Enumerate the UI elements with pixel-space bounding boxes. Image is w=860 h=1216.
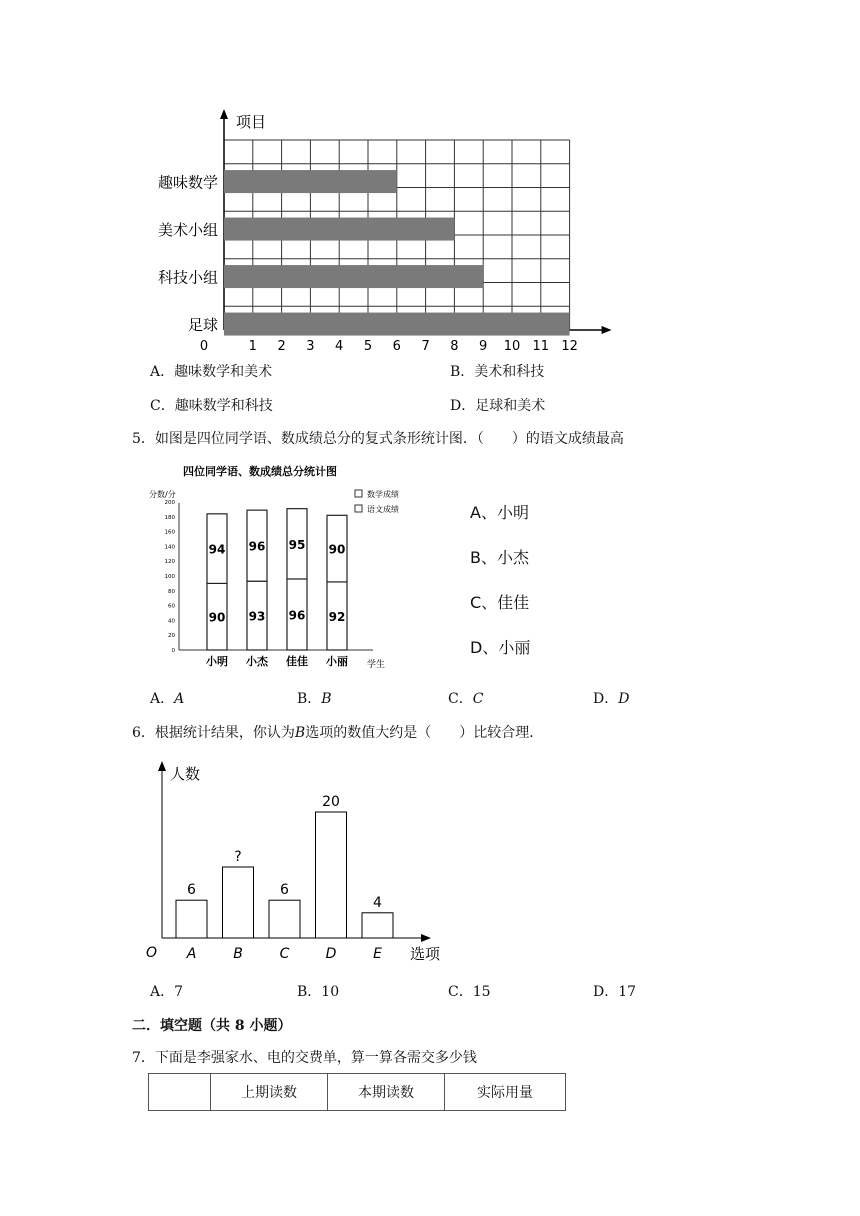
math-value-label: 94 xyxy=(208,542,226,557)
chart2-y-tick-label: 0 xyxy=(171,648,175,654)
bar-value-label: 20 xyxy=(322,794,340,810)
category-label: 科技小组 xyxy=(157,268,218,287)
q5-option-a[interactable]: A．A xyxy=(150,691,185,707)
chart2-x-axis-label: 学生 xyxy=(367,660,386,670)
legend-chinese-swatch xyxy=(355,505,362,512)
chart3-x-tick-label: A xyxy=(186,946,197,962)
category-label: 趣味数学 xyxy=(157,173,218,192)
x-tick-label: 6 xyxy=(392,339,401,354)
q4-option-c[interactable]: C．趣味数学和科技 xyxy=(150,398,273,414)
chart2-y-tick-label: 120 xyxy=(164,559,175,566)
chart2-title: 四位同学语、数成绩总分统计图 xyxy=(183,465,337,478)
question-5-text: 5．如图是四位同学语、数成绩总分的复式条形统计图．（ ）的语文成绩最高 xyxy=(132,431,624,447)
category-label: 美术小组 xyxy=(157,221,218,240)
q5-side-option-c: C、佳佳 xyxy=(470,593,530,612)
chart3-x-tick-label: C xyxy=(279,946,290,962)
legend-math-label: 数学成绩 xyxy=(367,490,399,499)
bar-value-label: 6 xyxy=(280,882,289,899)
q5-side-option-a: A、小明 xyxy=(470,503,529,522)
chart2-x-tick-label: 小明 xyxy=(206,655,228,668)
section-2-heading: 二．填空题（共 8 小题） xyxy=(132,1018,292,1034)
chart2-y-tick-label: 80 xyxy=(168,588,175,595)
option-bar-A xyxy=(176,900,207,938)
option-bar-C xyxy=(269,900,300,938)
option-bar-E xyxy=(362,913,393,938)
bar-value-label: 6 xyxy=(187,882,196,899)
math-value-label: 95 xyxy=(288,537,306,552)
q4-option-b[interactable]: B．美术和科技 xyxy=(450,364,545,380)
legend-math-swatch xyxy=(355,490,362,497)
bar-2 xyxy=(224,218,454,241)
chart3-y-axis-label: 人数 xyxy=(170,765,201,783)
q6-option-c[interactable]: C．15 xyxy=(448,984,491,1000)
math-value-label: 96 xyxy=(248,539,266,554)
x-tick-label: 2 xyxy=(277,339,286,354)
chart3-x-tick-label: E xyxy=(373,946,382,962)
chart3-x-tick-label: D xyxy=(325,946,337,962)
table-row xyxy=(149,1074,566,1111)
q5-option-b[interactable]: B．B xyxy=(297,691,332,707)
chart2-y-tick-label: 180 xyxy=(164,514,175,521)
category-label: 足球 xyxy=(187,316,218,335)
q5-option-d[interactable]: D．D xyxy=(593,691,630,707)
chinese-value-label: 92 xyxy=(328,609,346,624)
option-bar-D xyxy=(316,812,347,938)
x-axis-arrow xyxy=(602,326,612,334)
chart3-x-axis-label: 选项 xyxy=(410,945,441,963)
legend-chinese-label: 语文成绩 xyxy=(367,505,399,514)
q5-option-c[interactable]: C．C xyxy=(448,691,484,707)
fee-header-previous: 上期读数 xyxy=(211,1074,328,1111)
q4-option-a[interactable]: A．趣味数学和美术 xyxy=(150,364,273,380)
chart3-x-tick-label: B xyxy=(233,946,243,962)
fee-header-usage: 实际用量 xyxy=(445,1074,566,1111)
q4-option-d[interactable]: D．足球和美术 xyxy=(450,398,546,414)
x-tick-label: 12 xyxy=(561,339,578,354)
x-tick-label: 9 xyxy=(479,339,488,354)
bar-1 xyxy=(224,170,397,193)
q6-option-a[interactable]: A．7 xyxy=(150,984,184,1000)
y-axis-arrow xyxy=(220,109,228,119)
x-tick-label: 0 xyxy=(199,339,209,354)
x-tick-label: 1 xyxy=(248,339,257,354)
chart3-y-axis-arrow xyxy=(158,761,166,771)
chart2-x-tick-label: 小丽 xyxy=(326,655,348,668)
chart3-x-axis-arrow xyxy=(421,934,431,942)
fee-header-current: 本期读数 xyxy=(328,1074,445,1111)
chart2-y-tick-label: 40 xyxy=(168,618,175,625)
score-stacked-chart xyxy=(145,455,435,680)
chart2-x-tick-label: 小杰 xyxy=(246,655,268,668)
chart2-y-tick-label: 20 xyxy=(168,633,175,640)
x-tick-label: 7 xyxy=(421,339,430,354)
x-tick-label: 11 xyxy=(532,339,550,354)
q5-side-options xyxy=(470,490,530,670)
chart2-y-tick-label: 140 xyxy=(164,544,175,551)
q6-option-b[interactable]: B．10 xyxy=(297,984,340,1000)
q6-option-d[interactable]: D．17 xyxy=(593,984,637,1000)
chart1-y-axis-label: 项目 xyxy=(236,113,267,131)
x-tick-label: 10 xyxy=(503,339,521,354)
x-tick-label: 8 xyxy=(450,339,459,354)
chart3-origin: O xyxy=(146,945,158,961)
x-tick-label: 5 xyxy=(363,339,373,354)
chart2-y-tick-label: 60 xyxy=(168,603,175,610)
question-6-text: 6．根据统计结果，你认为B选项的数值大约是（ ）比较合理． xyxy=(132,725,544,741)
chart2-y-tick-label: 100 xyxy=(164,574,175,580)
fee-table xyxy=(148,1073,566,1111)
chart2-x-tick-label: 佳佳 xyxy=(286,655,308,668)
bar-4 xyxy=(224,313,570,336)
bar-value-label: 4 xyxy=(373,894,382,911)
q5-side-option-d: D、小丽 xyxy=(470,638,531,657)
chart2-y-unit: 分数/分 xyxy=(149,490,176,499)
fee-header-blank xyxy=(149,1074,211,1111)
chart2-y-tick-label: 200 xyxy=(164,500,175,506)
activity-bar-chart xyxy=(140,105,620,355)
bar-value-label: ? xyxy=(234,849,242,865)
q5-side-option-b: B、小杰 xyxy=(470,548,529,567)
bar-3 xyxy=(224,265,483,288)
math-value-label: 90 xyxy=(328,542,346,557)
x-tick-label: 4 xyxy=(335,339,344,354)
chart2-y-tick-label: 160 xyxy=(164,529,175,536)
x-tick-label: 3 xyxy=(306,339,315,354)
chinese-value-label: 96 xyxy=(288,608,306,623)
chinese-value-label: 93 xyxy=(248,609,266,624)
chinese-value-label: 90 xyxy=(208,610,226,625)
option-bar-B xyxy=(223,867,254,938)
question-7-text: 7．下面是李强家水、电的交费单，算一算各需交多少钱 xyxy=(132,1050,477,1066)
options-bar-chart xyxy=(140,755,460,970)
